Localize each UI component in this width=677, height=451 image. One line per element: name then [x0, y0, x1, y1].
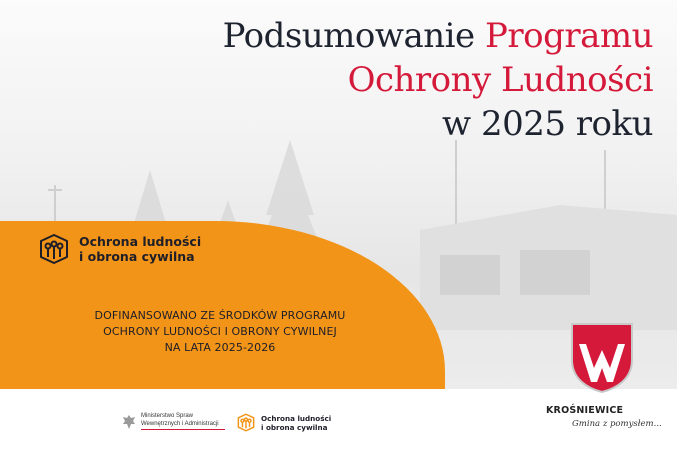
program-logo-line2: i obrona cywilna — [79, 249, 195, 264]
ministry-line2: Wewnętrznych i Administracji — [141, 420, 219, 427]
funding-note-line1: DOFINANSOWANO ZE ŚRODKÓW PROGRAMU — [94, 309, 346, 322]
funding-note-line3: NA LATA 2025-2026 — [164, 341, 276, 354]
civil-protection-people-icon — [37, 233, 71, 265]
krosniewice-coat-of-arms-icon — [570, 322, 634, 394]
headline-accent-1: Programu — [484, 16, 653, 56]
funding-note — [40, 308, 400, 356]
funding-note-line2: OCHRONY LUDNOŚCI I OBRONY CYWILNEJ — [103, 325, 337, 338]
headline-line1: Podsumowanie — [222, 16, 485, 56]
municipality-name: KROŚNIEWICE — [546, 405, 624, 416]
program-logo-small-line2: i obrona cywilna — [261, 422, 328, 432]
municipality-motto: Gmina z pomysłem... — [572, 419, 662, 429]
ministry-red-rule — [141, 429, 225, 430]
headline — [223, 14, 653, 146]
headline-line3: w 2025 roku — [442, 104, 653, 144]
ministry-line1: Ministerstwo Spraw — [141, 413, 194, 419]
program-logo-small — [236, 413, 331, 432]
polish-eagle-icon — [122, 414, 136, 430]
program-logo-line1: Ochrona ludności — [79, 234, 202, 249]
headline-accent-2: Ochrony Ludności — [347, 60, 653, 100]
program-logo-small-line1: Ochrona ludności — [261, 413, 332, 423]
civil-protection-people-icon — [236, 413, 256, 432]
program-logo — [37, 233, 201, 265]
ministry-logo — [122, 413, 225, 430]
